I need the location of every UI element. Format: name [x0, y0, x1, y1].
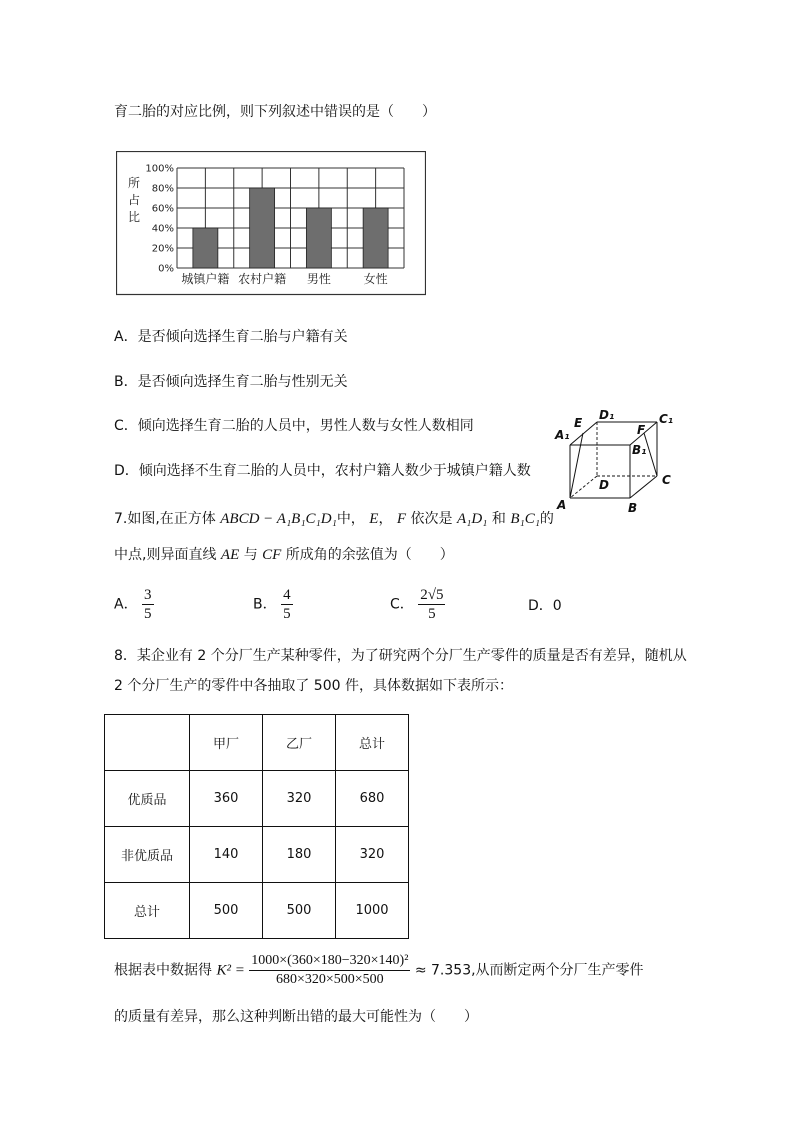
question-7-line1: 7.如图,在正方体 ABCD − A₁B₁C₁D₁中， E， F 依次是 A₁D₁ 和 B₁C₁的	[114, 511, 554, 527]
cube-label-f: F	[637, 423, 646, 437]
question-8-line1: 8．某企业有 2 个分厂生产某种零件，为了研究两个分厂生产零件的质量是否有差异，随机从	[114, 648, 687, 664]
option-d: D．倾向选择不生育二胎的人员中，农村户籍人数少于城镇户籍人数	[114, 463, 531, 479]
y-tick-label: 40%	[151, 223, 174, 235]
x-tick-label: 女性	[363, 272, 388, 286]
data-table	[104, 714, 409, 939]
q7-option-b: B． $\frac{4}{5}$	[253, 587, 291, 622]
y-axis-label: 所	[127, 176, 141, 190]
q7-option-d: D．0	[528, 598, 562, 614]
table-row	[105, 883, 409, 939]
y-tick-label: 0%	[158, 263, 174, 275]
q7-option-a: A． $\frac{3}{5}$	[114, 587, 152, 622]
table-cell: 总计	[105, 883, 190, 939]
cube-label-b1: B₁	[632, 443, 647, 457]
cube-label-a: A	[557, 498, 567, 512]
bar	[193, 228, 218, 268]
option-c: C．倾向选择生育二胎的人员中，男性人数与女性人数相同	[114, 418, 474, 434]
table-cell: 140	[190, 827, 263, 883]
table-cell: 680	[336, 771, 409, 827]
table-cell: 非优质品	[105, 827, 190, 883]
table-row	[105, 827, 409, 883]
cube-label-c1: C₁	[659, 412, 674, 426]
q7-option-c: C． $\frac{2√5}{5}$	[390, 587, 444, 622]
y-axis-label: 占	[127, 193, 141, 207]
y-tick-label: 20%	[151, 243, 174, 255]
question-6-stem: 育二胎的对应比例，则下列叙述中错误的是（ ）	[114, 104, 436, 120]
cube-label-c: C	[662, 473, 671, 487]
option-a: A．是否倾向选择生育二胎与户籍有关	[114, 329, 348, 345]
table-row	[105, 771, 409, 827]
cube-label-d: D	[599, 478, 609, 492]
y-tick-label: 80%	[151, 183, 174, 195]
bar	[306, 208, 331, 268]
bar	[250, 188, 275, 268]
cube-label-a1: A₁	[555, 428, 570, 442]
table-cell: 180	[263, 827, 336, 883]
table-cell: 1000	[336, 883, 409, 939]
table-cell: 优质品	[105, 771, 190, 827]
option-b: B．是否倾向选择生育二胎与性别无关	[114, 374, 348, 390]
x-tick-label: 男性	[306, 272, 331, 286]
cube-edge	[630, 476, 657, 498]
cube-label-e: E	[574, 416, 583, 430]
bar-chart	[116, 151, 426, 296]
table-cell: 320	[263, 771, 336, 827]
y-axis-label: 比	[127, 210, 141, 224]
table-header-cell: 乙厂	[263, 715, 336, 771]
formula-fraction: $\frac{\text{1000×(360×180−320×140)²}}{680\times 320\times 500\times 500}$	[251, 953, 409, 987]
cube-label-b: B	[628, 501, 638, 515]
bar	[363, 208, 388, 268]
question-7-line2: 中点,则异面直线 AE 与 CF 所成角的余弦值为（ ）	[114, 547, 454, 563]
x-tick-label: 农村户籍	[238, 272, 287, 286]
table-cell	[105, 715, 190, 771]
x-tick-label: 城镇户籍	[181, 272, 230, 286]
y-tick-label: 100%	[145, 163, 174, 175]
formula-line: 根据表中数据得 K² = $\frac{\text{1000×(360×180−320×140)²}}{680\times 320\times 500\times 500}$ ≈ 7.353,从而断定两个分厂生产零件	[114, 953, 644, 987]
y-tick-label: 60%	[151, 203, 174, 215]
table-header-cell: 甲厂	[190, 715, 263, 771]
table-cell: 500	[190, 883, 263, 939]
cube-figure	[552, 405, 682, 517]
table-header-cell: 总计	[336, 715, 409, 771]
table-cell: 320	[336, 827, 409, 883]
table-cell: 360	[190, 771, 263, 827]
question-8-last-line: 的质量有差异，那么这种判断出错的最大可能性为（ ）	[114, 1009, 478, 1025]
question-8-line2: 2 个分厂生产的零件中各抽取了 500 件，具体数据如下表所示：	[114, 678, 513, 694]
table-cell: 500	[263, 883, 336, 939]
table-row	[105, 715, 409, 771]
cube-label-d1: D₁	[599, 408, 615, 422]
